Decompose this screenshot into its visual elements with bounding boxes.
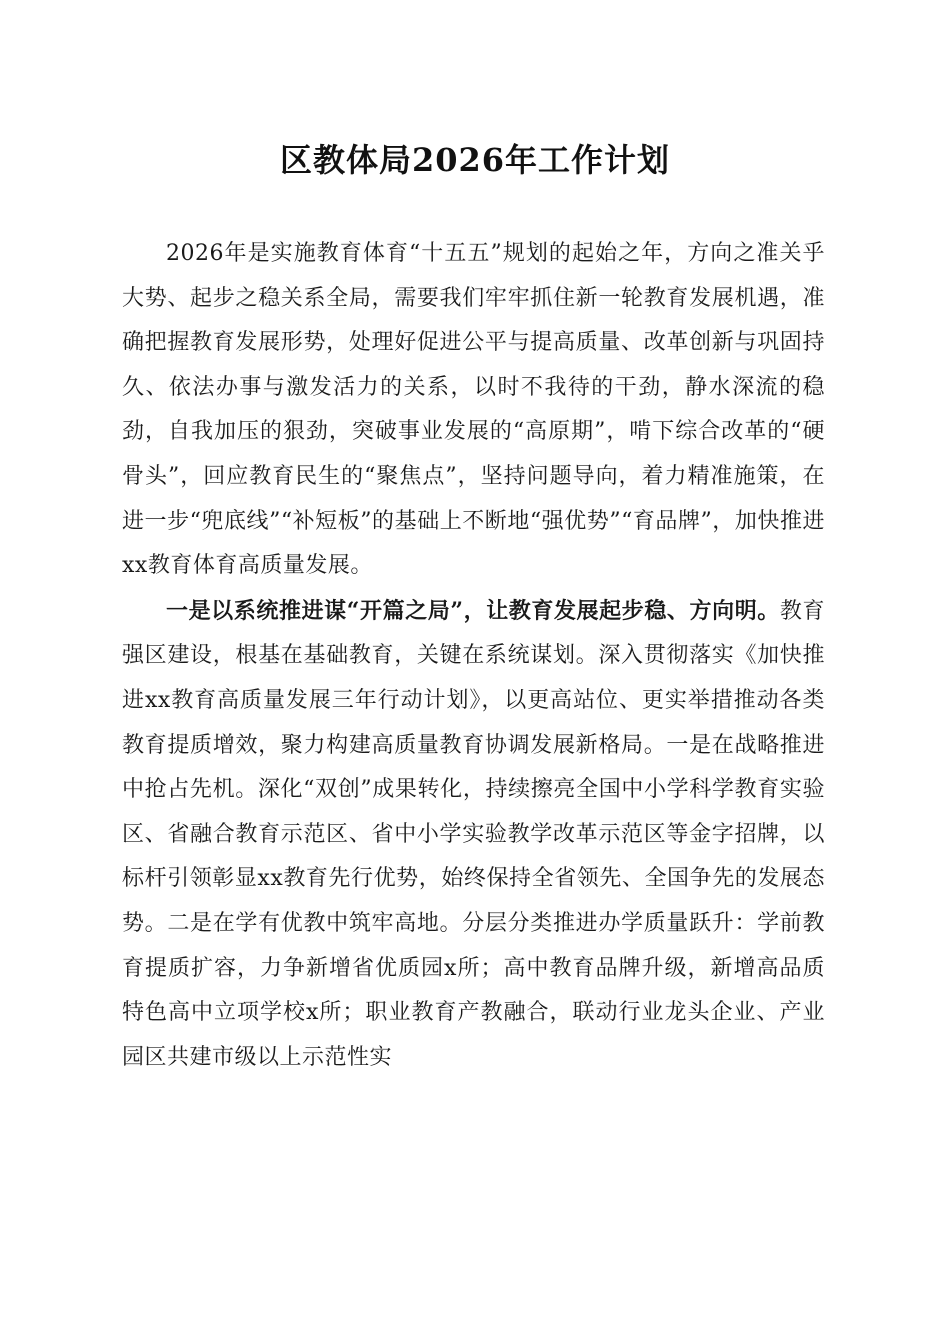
- paragraph-text: 教育强区建设，根基在基础教育，关键在系统谋划。深入贯彻落实《加快推进xx教育高质量发展三年行动计划》，以更高站位、更实举措推动各类教育提质增效，聚力构建高质量教育协调发展新格局。一是在战略推进中抢占先机。深化“双创”成果转化，持续擦亮全国中小学科学教育实验区、省融合教育示范区、省中小学实验教学改革示范区等金字招牌，以标杆引领彰显xx教育先行优势，始终保持全省领先、全国争先的发展态势。二是在学有优教中筑牢高地。分层分类推进办学质量跃升：学前教育提质扩容，力争新增省优质园x所；高中教育品牌升级，新增高品质特色高中立项学校x所；职业教育产教融合，联动行业龙头企业、产业园区共建市级以上示范性实: [122, 598, 825, 1070]
- paragraph-intro: [122, 232, 825, 589]
- document-body: [122, 232, 825, 1080]
- paragraph-text: 2026年是实施教育体育“十五五”规划的起始之年，方向之准关乎大势、起步之稳关系全局，需要我们牢牢抓住新一轮教育发展机遇，准确把握教育发展形势，处理好促进公平与提高质量、改革创新与巩固持久、依法办事与激发活力的关系，以时不我待的干劲，静水深流的稳劲，自我加压的狠劲，突破事业发展的“高原期”，啃下综合改革的“硬骨头”，回应教育民生的“聚焦点”，坚持问题导向，着力精准施策，在进一步“兜底线”“补短板”的基础上不断地“强优势”“育品牌”，加快推进xx教育体育高质量发展。: [122, 241, 825, 579]
- document-title: 区教体局2026年工作计划: [279, 141, 671, 179]
- paragraph-section-one: [122, 589, 825, 1081]
- paragraph-lead-heading: 一是以系统推进谋“开篇之局”，让教育发展起步稳、方向明。: [166, 597, 780, 624]
